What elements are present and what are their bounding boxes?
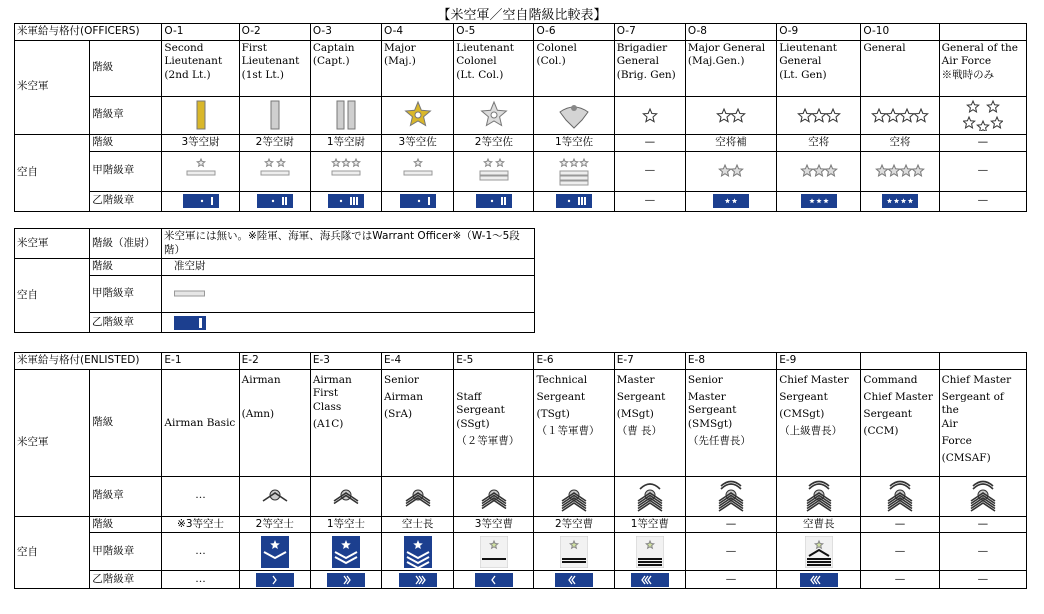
chevron-insignia-icon (968, 479, 998, 513)
enl-jasdf-ko-3 (382, 533, 454, 571)
officer-rank-9 (861, 40, 939, 96)
enlisted-table (14, 352, 1027, 589)
chevron-insignia-icon (479, 479, 509, 513)
enlisted-rank-8 (777, 369, 861, 476)
enlisted-insignia-4 (454, 476, 534, 516)
grade-e9-cmsaf (939, 353, 1026, 370)
warrant-table (14, 228, 535, 333)
rank-abbr: (1st Lt.) (241, 68, 284, 81)
rank-en-line2: General (616, 55, 659, 68)
rank-line (384, 425, 451, 442)
rank-en-line1: Major (384, 41, 416, 54)
ko-insignia-icon (805, 536, 833, 568)
rank-line: （１等軍曹） (536, 424, 600, 437)
grade-o7: O-7 (614, 24, 685, 41)
rank-line: (SSgt) (456, 417, 490, 430)
warrant-usaf-label: 米空軍 (15, 229, 90, 259)
grade-e8: E-8 (685, 353, 776, 370)
star-icon (715, 106, 747, 124)
rank-line: (SrA) (384, 407, 413, 420)
officer-insignia-0 (162, 96, 239, 134)
silver-insignia-icon (185, 155, 217, 187)
jasdf-otsu-6: — (614, 191, 685, 211)
grade-o10: O-10 (861, 24, 939, 41)
silver-insignia-icon (259, 155, 291, 187)
rank-line: Sergeant of the (941, 390, 1004, 417)
officer-rank-5 (534, 40, 614, 96)
rank-line: Staff Sergeant (456, 390, 505, 417)
officer-insignia-3 (382, 96, 454, 134)
jasdf-ko-8 (777, 151, 861, 191)
rank-en-line1: Colonel (536, 41, 577, 54)
rank-en-line2: Air Force (941, 55, 992, 68)
usaf-label: 米空軍 (15, 40, 90, 134)
enl-jasdf-otsu-10: — (939, 571, 1026, 589)
enl-jasdf-ko-9: — (861, 533, 939, 571)
enlisted-insignia-6 (614, 476, 685, 516)
warrant-jasdf-rank-label: 階級 (90, 259, 162, 276)
jasdf-ko-label: 甲階級章 (90, 151, 162, 191)
rank-abbr: (Capt.) (312, 55, 350, 68)
enl-jasdf-rank-4: 3等空曹 (454, 516, 534, 533)
rank-line (779, 442, 858, 459)
enl-insignia-label: 階級章 (90, 476, 162, 516)
rank-en-line1: Second (164, 41, 204, 54)
rank-en-line2: Lieutenant (164, 55, 223, 68)
enl-jasdf-otsu-label: 乙階級章 (90, 571, 162, 589)
officer-rank-3 (382, 40, 454, 96)
rank-line: Technical (536, 373, 588, 386)
jasdf-rank-2: 1等空尉 (310, 134, 381, 151)
navy-patch-icon (174, 316, 206, 330)
rank-line (456, 374, 531, 391)
rank-abbr: (2nd Lt.) (164, 68, 211, 81)
navy-patch-icon (713, 194, 749, 208)
warrant-jasdf-rank: 准空尉 (162, 259, 535, 276)
grade-o6: O-6 (534, 24, 614, 41)
officer-insignia-6 (614, 96, 685, 134)
jasdf-rank-label: 階級 (90, 134, 162, 151)
rank-en-line1: First (241, 41, 267, 54)
navy-patch-icon (257, 194, 293, 208)
grade-e6: E-6 (534, 353, 614, 370)
rank-en-line2: General (779, 55, 822, 68)
grade-e5: E-5 (454, 353, 534, 370)
warrant-otsu-label: 乙階級章 (90, 313, 162, 333)
rank-line (313, 435, 379, 452)
jasdf-ko-0 (162, 151, 239, 191)
grade-goaf (939, 24, 1026, 41)
enl-jasdf-rank-2: 1等空士 (310, 516, 381, 533)
jasdf-otsu-9 (861, 191, 939, 211)
officer-insignia-8 (777, 96, 861, 134)
navy-patch-icon (476, 194, 512, 208)
grade-o4: O-4 (382, 24, 454, 41)
enl-jasdf-otsu-6 (614, 571, 685, 589)
jasdf-ko-9 (861, 151, 939, 191)
officer-rank-0 (162, 40, 239, 96)
rank-line: Master (616, 373, 655, 386)
jasdf-ko-5 (534, 151, 614, 191)
silver-stars-icon (717, 162, 745, 180)
enlisted-rank-5 (534, 369, 614, 476)
warrant-ko-insignia (162, 276, 535, 313)
rank-line: (CMSgt) (779, 407, 825, 420)
rank-line: (SMSgt) (687, 417, 733, 430)
enl-jasdf-otsu-0: … (162, 571, 239, 589)
rank-line: Sergeant (616, 390, 666, 403)
bar-icon (194, 99, 208, 131)
jasdf-ko-7 (685, 151, 776, 191)
rank-line: Class (312, 400, 342, 413)
grade-o5: O-5 (454, 24, 534, 41)
rank-line (536, 442, 611, 459)
enl-jasdf-rank-7: — (685, 516, 776, 533)
enlisted-rank-9 (861, 369, 939, 476)
jasdf-ko-1 (239, 151, 310, 191)
rank-label: 階級 (90, 40, 162, 96)
rank-abbr: (Brig. Gen) (616, 68, 676, 81)
enl-jasdf-otsu-7: — (685, 571, 776, 589)
rank-line: （先任曹長） (687, 434, 751, 447)
rank-line (863, 442, 936, 459)
silver-stars-icon (874, 162, 926, 180)
rank-abbr: (Maj.) (384, 55, 416, 68)
chevron-insignia-icon (885, 479, 915, 513)
enlisted-insignia-9 (861, 476, 939, 516)
ko-insignia-icon (404, 536, 432, 568)
jasdf-rank-9: 空将 (861, 134, 939, 151)
enl-jasdf-otsu-9: — (861, 571, 939, 589)
rank-line: Airman Basic (164, 417, 236, 430)
enl-jasdf-ko-label: 甲階級章 (90, 533, 162, 571)
oak-leaf-icon (479, 100, 509, 130)
silver-insignia-icon (330, 155, 362, 187)
rank-line (313, 452, 379, 469)
rank-en-line2: Lieutenant (241, 55, 300, 68)
rank-en-line1: General (863, 41, 906, 54)
otsu-chevron-icon (800, 573, 838, 587)
warrant-rank-label: 階級（准尉） (90, 229, 162, 259)
officer-rank-2 (310, 40, 381, 96)
jasdf-ko-4 (454, 151, 534, 191)
enlisted-insignia-8 (777, 476, 861, 516)
officer-rank-6 (614, 40, 685, 96)
rank-en-line1: Brigadier (616, 41, 668, 54)
enl-jasdf-rank-10: — (939, 516, 1026, 533)
rank-line (688, 452, 774, 469)
rank-line (242, 425, 308, 442)
enl-jasdf-ko-8 (777, 533, 861, 571)
grade-e9-ccm (861, 353, 939, 370)
jasdf-otsu-4 (454, 191, 534, 211)
grade-e2: E-2 (239, 353, 310, 370)
rank-line (456, 452, 531, 469)
navy-patch-icon (801, 194, 837, 208)
officer-insignia-4 (454, 96, 534, 134)
enl-jasdf-ko-1 (239, 533, 310, 571)
rank-abbr: ※戦時のみ (941, 68, 995, 81)
page-title: 【米空軍／空自階級比較表】 (437, 8, 607, 23)
grade-e9: E-9 (777, 353, 861, 370)
jasdf-otsu-0 (162, 191, 239, 211)
enl-jasdf-otsu-4 (454, 571, 534, 589)
rank-line: Airman First (312, 373, 352, 400)
enl-jasdf-rank-6: 1等空曹 (614, 516, 685, 533)
grade-e3: E-3 (310, 353, 381, 370)
chevron-insignia-icon (403, 479, 433, 513)
enlisted-rank-6 (614, 369, 685, 476)
silver-insignia-icon (558, 155, 590, 187)
enl-jasdf-rank-8: 空曹長 (777, 516, 861, 533)
oak-leaf-icon (403, 100, 433, 130)
officers-table (14, 23, 1027, 212)
rank-line: Chief Master (779, 373, 849, 386)
grade-e7: E-7 (614, 353, 685, 370)
rank-line: Command (863, 373, 918, 386)
grade-o8: O-8 (685, 24, 776, 41)
chevron-insignia-icon (331, 479, 361, 513)
rank-line: (A1C) (312, 417, 344, 430)
warrant-note: 米空軍には無い。※陸軍、海軍、海兵隊ではWarrant Officer※（W-1～5段階） (162, 229, 535, 259)
rank-abbr: (Maj.Gen.) (687, 55, 745, 68)
chevron-insignia-icon (559, 479, 589, 513)
enlisted-rank-7 (685, 369, 776, 476)
rank-line: Chief Master (863, 390, 933, 403)
grade-o3: O-3 (310, 24, 381, 41)
double-bar-icon (334, 99, 358, 131)
ko-insignia-icon (261, 536, 289, 568)
jasdf-otsu-7 (685, 191, 776, 211)
bar-icon (268, 99, 282, 131)
jasdf-label: 空自 (15, 134, 90, 211)
eagle-icon (558, 100, 590, 130)
jasdf-otsu-1 (239, 191, 310, 211)
enl-jasdf-rank-5: 2等空曹 (534, 516, 614, 533)
officer-rank-1 (239, 40, 310, 96)
jasdf-otsu-8 (777, 191, 861, 211)
enl-jasdf-otsu-5 (534, 571, 614, 589)
rank-line: (TSgt) (536, 407, 570, 420)
rank-abbr: (Lt. Gen) (779, 68, 827, 81)
enl-jasdf-otsu-1 (239, 571, 310, 589)
rank-line: （曹 長） (616, 424, 663, 437)
navy-patch-icon (882, 194, 918, 208)
officer-rank-7 (685, 40, 776, 96)
enlisted-rank-10 (939, 369, 1026, 476)
officer-insignia-1 (239, 96, 310, 134)
jasdf-rank-6: — (614, 134, 685, 151)
enl-jasdf-ko-4 (454, 533, 534, 571)
enlisted-header: 米軍給与格付(ENLISTED) (15, 353, 162, 370)
rank-line: Sergeant (863, 407, 913, 420)
rank-en-line1: Major General (687, 41, 766, 54)
enlisted-rank-1 (239, 369, 310, 476)
rank-line: Sergeant (536, 390, 586, 403)
chevron-insignia-icon (804, 479, 834, 513)
ko-insignia-icon (560, 536, 588, 568)
navy-patch-icon (556, 194, 592, 208)
enlisted-insignia-2 (310, 476, 381, 516)
jasdf-otsu-5 (534, 191, 614, 211)
enl-jasdf-rank-9: — (861, 516, 939, 533)
officers-header: 米軍給与格付(OFFICERS) (15, 24, 162, 41)
rank-line: (Amn) (241, 407, 275, 420)
enlisted-rank-2 (310, 369, 381, 476)
ko-insignia-icon (480, 536, 508, 568)
jasdf-ko-6: — (614, 151, 685, 191)
otsu-chevron-icon (256, 573, 294, 587)
grade-o2: O-2 (239, 24, 310, 41)
star-icon (641, 106, 659, 124)
rank-line: (CMSAF) (941, 451, 991, 464)
rank-line: （２等軍曹） (456, 434, 520, 447)
jasdf-ko-3 (382, 151, 454, 191)
rank-line: Senior (384, 373, 419, 386)
rank-abbr: (Col.) (536, 55, 566, 68)
officer-insignia-5 (534, 96, 614, 134)
warrant-ko-label: 甲階級章 (90, 276, 162, 313)
enl-jasdf-ko-7: — (685, 533, 776, 571)
enl-jasdf-otsu-8 (777, 571, 861, 589)
enlisted-insignia-3 (382, 476, 454, 516)
otsu-chevron-icon (555, 573, 593, 587)
jasdf-rank-10: — (939, 134, 1026, 151)
enl-jasdf-otsu-3 (382, 571, 454, 589)
officer-insignia-2 (310, 96, 381, 134)
enl-rank-label: 階級 (90, 369, 162, 476)
jasdf-rank-4: 2等空佐 (454, 134, 534, 151)
navy-patch-icon (183, 194, 219, 208)
otsu-chevron-icon (475, 573, 513, 587)
silver-insignia-icon (478, 155, 510, 187)
enlisted-rank-0 (162, 369, 239, 476)
rank-line (242, 391, 308, 408)
silver-stars-icon (799, 162, 839, 180)
ko-insignia-icon (332, 536, 360, 568)
rank-line (384, 442, 451, 459)
navy-patch-icon (328, 194, 364, 208)
jasdf-ko-2 (310, 151, 381, 191)
jasdf-rank-0: 3等空尉 (162, 134, 239, 151)
jasdf-rank-1: 2等空尉 (239, 134, 310, 151)
chevron-insignia-icon (716, 479, 746, 513)
insignia-label: 階級章 (90, 96, 162, 134)
grade-o9: O-9 (777, 24, 861, 41)
officer-rank-8 (777, 40, 861, 96)
grade-e1: E-1 (162, 353, 239, 370)
rank-line (617, 442, 683, 459)
enl-jasdf-rank-label: 階級 (90, 516, 162, 533)
rank-line: Senior (687, 373, 723, 386)
grade-e4: E-4 (382, 353, 454, 370)
jasdf-rank-8: 空将 (777, 134, 861, 151)
chevron-insignia-icon (260, 479, 290, 513)
rank-line: Master Sergeant (687, 390, 737, 417)
enlisted-insignia-0: … (162, 476, 239, 516)
enl-jasdf-ko-10: — (939, 533, 1026, 571)
rank-line: Force (941, 434, 972, 447)
jasdf-rank-3: 3等空佐 (382, 134, 454, 151)
enl-jasdf-rank-3: 空士長 (382, 516, 454, 533)
rank-line: Air (941, 417, 958, 430)
enl-jasdf-rank-0: ※3等空士 (162, 516, 239, 533)
grade-o1: O-1 (162, 24, 239, 41)
jasdf-otsu-3 (382, 191, 454, 211)
silver-insignia-icon (402, 155, 434, 187)
enlisted-rank-3 (382, 369, 454, 476)
enl-jasdf-otsu-2 (310, 571, 381, 589)
officer-rank-4 (454, 40, 534, 96)
star-icon (870, 106, 930, 124)
rank-en-line1: General of the (941, 41, 1018, 54)
rank-line: Chief Master (941, 373, 1012, 386)
enlisted-insignia-1 (239, 476, 310, 516)
officer-insignia-9 (861, 96, 939, 134)
enl-jasdf-ko-6 (614, 533, 685, 571)
chevron-insignia-icon (635, 479, 665, 513)
officer-rank-10 (939, 40, 1026, 96)
otsu-chevron-icon (631, 573, 669, 587)
rank-en-line1: Lieutenant (779, 41, 837, 54)
jasdf-otsu-2 (310, 191, 381, 211)
otsu-chevron-icon (399, 573, 437, 587)
rank-en-line2: Colonel (456, 55, 497, 68)
star-icon (963, 99, 1003, 131)
rank-line (242, 442, 308, 459)
otsu-chevron-icon (327, 573, 365, 587)
enl-jasdf-rank-1: 2等空士 (239, 516, 310, 533)
enlisted-rank-4 (454, 369, 534, 476)
rank-line: （上級曹長） (779, 424, 843, 437)
ko-insignia-icon (636, 536, 664, 568)
officer-insignia-7 (685, 96, 776, 134)
enl-jasdf-ko-2 (310, 533, 381, 571)
warrant-jasdf-label: 空自 (15, 259, 90, 333)
rank-line: Sergeant (779, 390, 828, 403)
navy-patch-icon (400, 194, 436, 208)
enl-jasdf-ko-5 (534, 533, 614, 571)
enlisted-insignia-7 (685, 476, 776, 516)
enl-jasdf-ko-0: … (162, 533, 239, 571)
rank-line: (MSgt) (616, 407, 654, 420)
rank-line: Airman (384, 390, 423, 403)
jasdf-otsu-label: 乙階級章 (90, 191, 162, 211)
enlisted-insignia-10 (939, 476, 1026, 516)
silver-bar-icon (174, 290, 206, 298)
jasdf-ko-10: — (939, 151, 1026, 191)
jasdf-rank-7: 空将補 (685, 134, 776, 151)
officer-insignia-10 (939, 96, 1026, 134)
rank-abbr: (Lt. Col.) (456, 68, 504, 81)
rank-en-line1: Captain (312, 41, 355, 54)
star-icon (796, 106, 842, 124)
enlisted-insignia-5 (534, 476, 614, 516)
enl-usaf-label: 米空軍 (15, 369, 90, 516)
rank-en-line1: Lieutenant (456, 41, 514, 54)
rank-line: Airman (241, 373, 281, 386)
rank-line: (CCM) (863, 424, 899, 437)
jasdf-rank-5: 1等空佐 (534, 134, 614, 151)
warrant-otsu-insignia (162, 313, 535, 333)
jasdf-otsu-10: — (939, 191, 1026, 211)
enl-jasdf-label: 空自 (15, 516, 90, 589)
